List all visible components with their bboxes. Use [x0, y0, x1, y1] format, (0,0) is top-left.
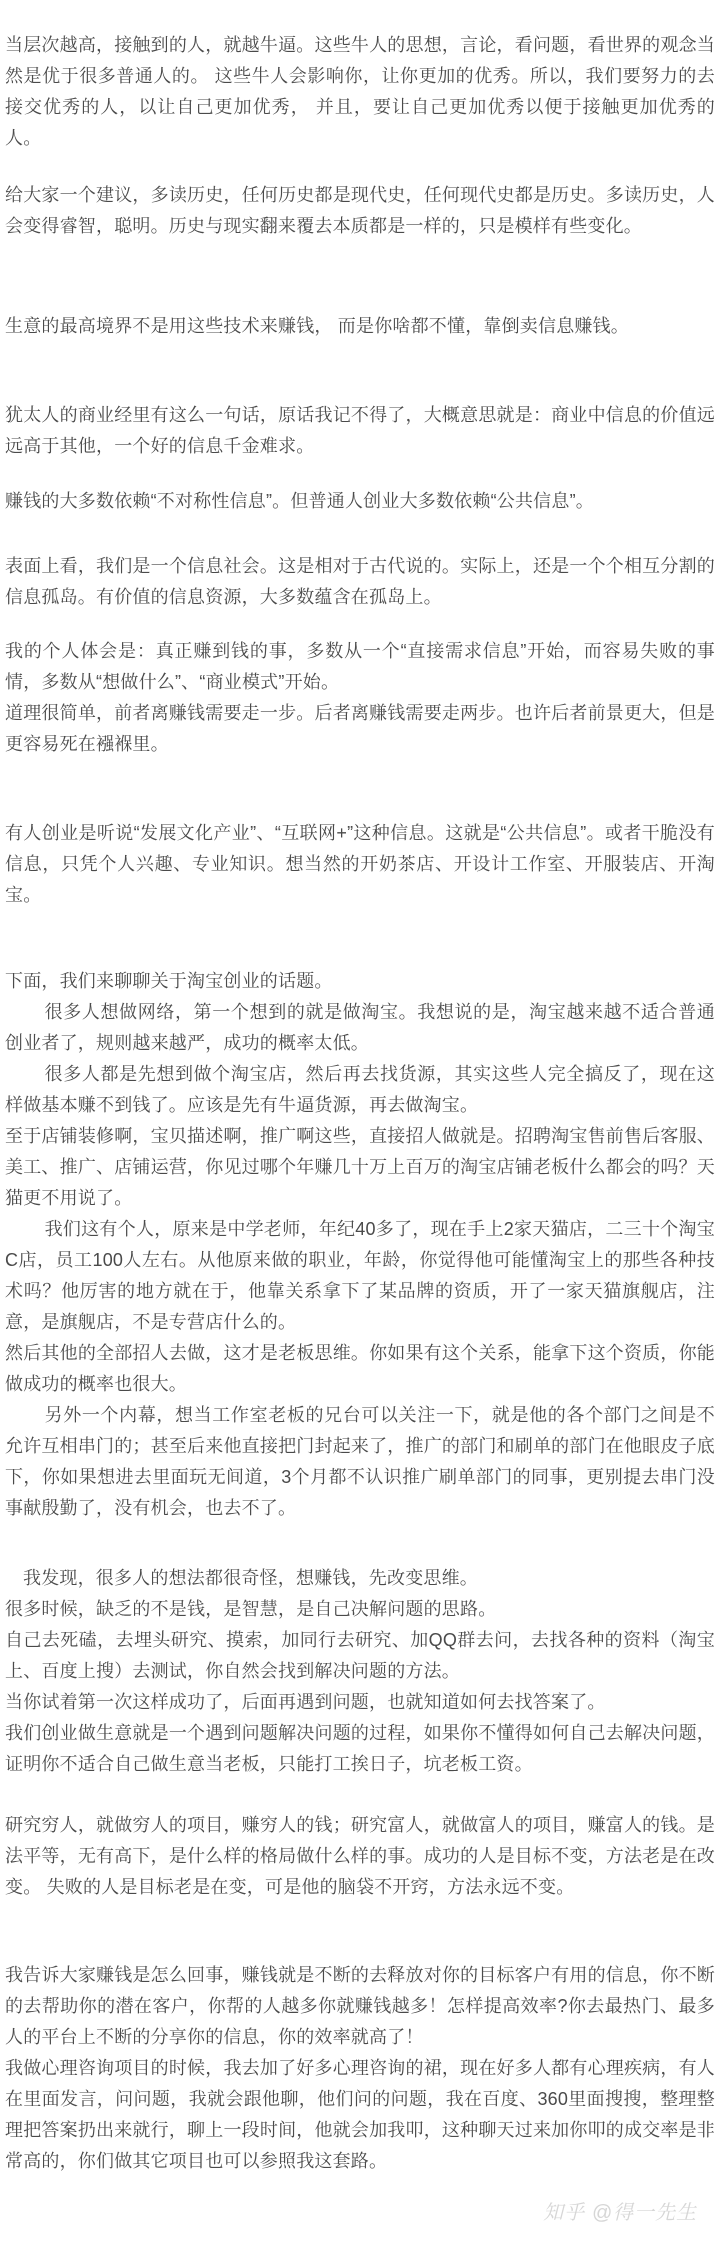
- paragraph: 我们这有个人，原来是中学老师，年纪40多了，现在手上2家天猫店，二三十个淘宝C店，员工100人左右。从他原来做的职业，年龄，你觉得他可能懂淘宝上的那些各种技术吗？他厉害的地方就在于，他靠关系拿下了某品牌的资质，开了一家天猫旗舰店，注意，是旗舰店，不是专营店什么的。: [5, 1219, 715, 1332]
- watermark-text: 知乎 @得一先生: [543, 2202, 697, 2224]
- paragraph: 研究穷人，就做穷人的项目，赚穷人的钱；研究富人，就做富人的项目，赚富人的钱。是法平等，无有高下，是什么样的格局做什么样的事。成功的人是目标不变，方法老是在改变。 失败的人是目标老是在变，可是他的脑袋不开窍，方法永远不变。: [5, 1815, 715, 1897]
- paragraph: 我的个人体会是：真正赚到钱的事，多数从一个“直接需求信息”开始，而容易失败的事情，多数从“想做什么”、“商业模式”开始。: [5, 641, 715, 692]
- paragraph: 我发现，很多人的想法都很奇怪，想赚钱，先改变思维。: [23, 1568, 478, 1588]
- paragraph: 道理很简单，前者离赚钱需要走一步。后者离赚钱需要走两步。也许后者前景更大，但是更容易死在襁褓里。: [5, 703, 715, 754]
- paragraph: 我们创业做生意就是一个遇到问题解决问题的过程，如果你不懂得如何自己去解决问题，证明你不适合自己做生意当老板，只能打工挨日子，坑老板工资。: [5, 1723, 715, 1774]
- paragraph: 自己去死磕，去埋头研究、摸索，加同行去研究、加QQ群去问，去找各种的资料（淘宝上、百度上搜）去测试，你自然会找到解决问题的方法。: [5, 1630, 715, 1681]
- paragraph: 然后其他的全部招人去做，这才是老板思维。你如果有这个关系，能拿下这个资质，你能做成功的概率也很大。: [5, 1343, 715, 1394]
- paragraph: 赚钱的大多数依赖“不对称性信息”。但普通人创业大多数依赖“公共信息”。: [5, 491, 594, 511]
- paragraph: 很多人想做网络，第一个想到的就是做淘宝。我想说的是，淘宝越来越不适合普通创业者了，规则越来越严，成功的概率太低。: [5, 1002, 715, 1053]
- paragraph: 下面，我们来聊聊关于淘宝创业的话题。: [5, 971, 333, 991]
- paragraph: 给大家一个建议，多读历史，任何历史都是现代史，任何现代史都是历史。多读历史，人会变得睿智，聪明。历史与现实翻来覆去本质都是一样的，只是模样有些变化。: [5, 185, 715, 236]
- paragraph: 犹太人的商业经里有这么一句话，原话我记不得了，大概意思就是：商业中信息的价值远远高于其他，一个好的信息千金难求。: [5, 405, 715, 456]
- watermark: [5, 2198, 715, 2228]
- paragraph: 表面上看，我们是一个信息社会。这是相对于古代说的。实际上，还是一个个相互分割的信息孤岛。有价值的信息资源，大多数蕴含在孤岛上。: [5, 556, 715, 607]
- paragraph: 我做心理咨询项目的时候，我去加了好多心理咨询的裙，现在好多人都有心理疾病，有人在里面发言，问问题，我就会跟他聊，他们问的问题，我在百度、360里面搜搜，整理整理把答案扔出来就行，聊上一段时间，他就会加我叩，这种聊天过来加你叩的成交率是非常高的，你们做其它项目也可以参照我这套路。: [5, 2058, 715, 2171]
- paragraph: 有人创业是听说“发展文化产业”、“互联网+”这种信息。这就是“公共信息”。或者干脆没有信息，只凭个人兴趣、专业知识。想当然的开奶茶店、开设计工作室、开服装店、开淘宝。: [5, 823, 715, 905]
- paragraph: 我告诉大家赚钱是怎么回事，赚钱就是不断的去释放对你的目标客户有用的信息，你不断的去帮助你的潜在客户，你帮的人越多你就赚钱越多！怎样提高效率?你去最热门、最多人的平台上不断的分享你的信息，你的效率就高了！: [5, 1965, 715, 2047]
- paragraph: 很多人都是先想到做个淘宝店，然后再去找货源，其实这些人完全搞反了，现在这样做基本赚不到钱了。应该是先有牛逼货源，再去做淘宝。: [5, 1064, 715, 1115]
- paragraph: 很多时候，缺乏的不是钱，是智慧，是自己决解问题的思路。: [5, 1599, 497, 1619]
- paragraph: 生意的最高境界不是用这些技术来赚钱， 而是你啥都不懂，靠倒卖信息赚钱。: [5, 316, 629, 336]
- paragraph: 另外一个内幕，想当工作室老板的兄台可以关注一下，就是他的各个部门之间是不允许互相串门的；甚至后来他直接把门封起来了，推广的部门和刷单的部门在他眼皮子底下，你如果想进去里面玩无间道，3个月都不认识推广刷单部门的同事，更别提去串门没事献殷勤了，没有机会，也去不了。: [5, 1405, 715, 1518]
- paragraph: 当层次越高，接触到的人，就越牛逼。这些牛人的思想，言论，看问题，看世界的观念当然是优于很多普通人的。 这些牛人会影响你，让你更加的优秀。所以，我们要努力的去接交优秀的人，以让自己更加优秀， 并且，要让自己更加优秀以便于接触更加优秀的人。: [5, 35, 715, 148]
- paragraph: 当你试着第一次这样成功了，后面再遇到问题，也就知道如何去找答案了。: [5, 1692, 606, 1712]
- paragraph: 至于店铺装修啊，宝贝描述啊，推广啊这些，直接招人做就是。招聘淘宝售前售后客服、美工、推广、店铺运营，你见过哪个年赚几十万上百万的淘宝店铺老板什么都会的吗？天猫更不用说了。: [5, 1126, 715, 1208]
